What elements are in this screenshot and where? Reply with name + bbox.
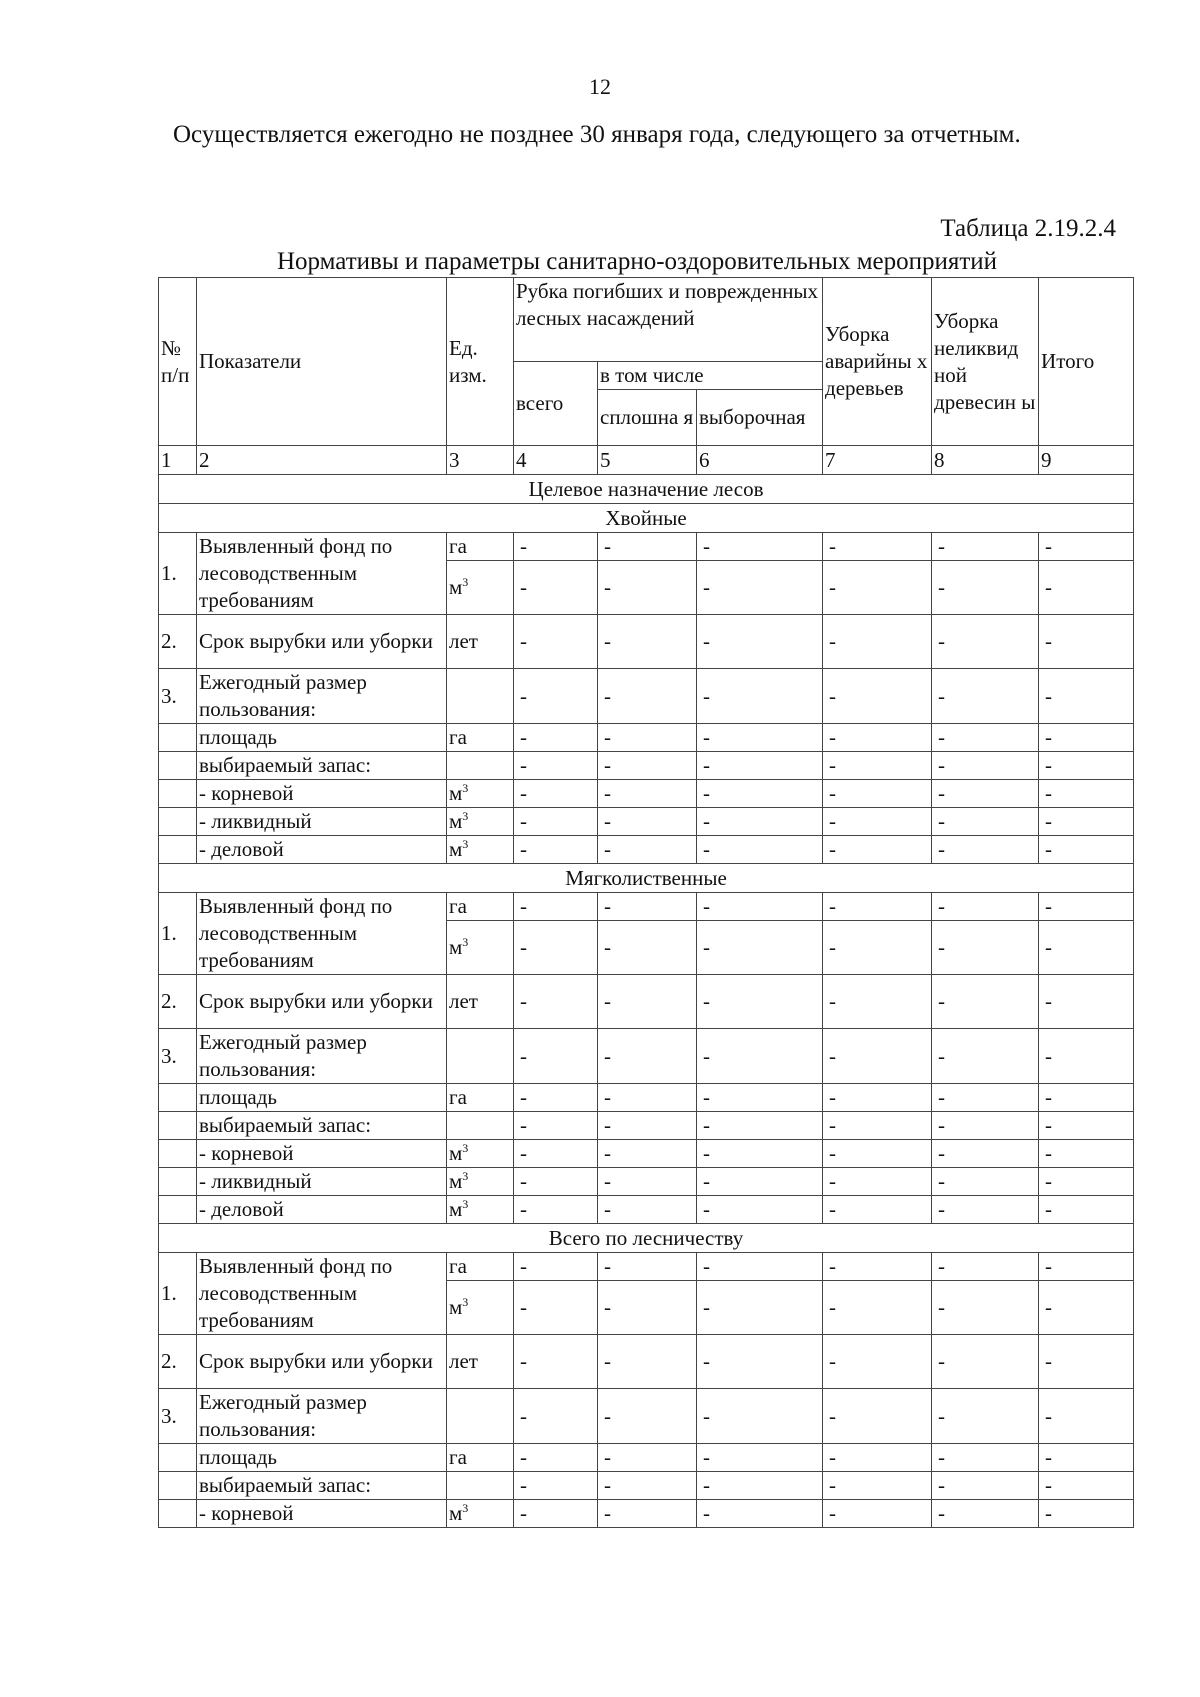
value-cell: - — [1039, 1168, 1134, 1196]
value-cell: - — [932, 1168, 1039, 1196]
value-cell: - — [697, 1335, 823, 1389]
value-cell: - — [932, 836, 1039, 864]
unit-cell — [447, 893, 514, 921]
intro-paragraph: Осуществляется ежегодно не позднее 30 января года, следующего за отчетным. — [173, 121, 1021, 148]
unit-cell — [447, 1389, 514, 1444]
value-cell: - — [514, 780, 598, 808]
unit-cell — [447, 615, 514, 669]
column-number: 8 — [932, 446, 1039, 475]
row-label: Ежегодный размер пользования: — [197, 669, 447, 724]
value-cell: - — [932, 808, 1039, 836]
value-cell: - — [1039, 1281, 1134, 1335]
unit-text: м — [449, 575, 463, 599]
unit-cell — [447, 1196, 514, 1224]
unit-text: га — [449, 534, 467, 558]
page-number: 12 — [589, 74, 611, 99]
unit-superscript: 3 — [462, 837, 469, 851]
value-cell: - — [514, 836, 598, 864]
row-number — [159, 1196, 197, 1224]
value-cell: - — [598, 1112, 697, 1140]
value-cell: - — [697, 1196, 823, 1224]
unit-text: м — [449, 1197, 463, 1221]
value-cell: - — [932, 752, 1039, 780]
unit-text: лет — [449, 989, 478, 1013]
value-cell: - — [697, 1472, 823, 1500]
value-cell: - — [514, 724, 598, 752]
column-number: 7 — [823, 446, 932, 475]
header-total-sum: Итого — [1039, 278, 1134, 446]
table-title: Нормативы и параметры санитарно-оздоровительных мероприятий — [276, 248, 998, 275]
row-number — [159, 808, 197, 836]
unit-cell — [447, 752, 514, 780]
value-cell: - — [514, 808, 598, 836]
unit-cell — [447, 1444, 514, 1472]
value-cell: - — [697, 1253, 823, 1281]
unit-text: га — [449, 1254, 467, 1278]
header-clear: сплошна я — [598, 390, 697, 446]
norms-table — [158, 277, 1134, 1528]
row-number — [159, 1112, 197, 1140]
unit-text: га — [449, 725, 467, 749]
value-cell: - — [598, 893, 697, 921]
row-label: Выявленный фонд по лесоводственным требованиям — [197, 893, 447, 975]
unit-cell — [447, 1112, 514, 1140]
value-cell: - — [598, 1196, 697, 1224]
value-cell: - — [598, 752, 697, 780]
value-cell: - — [932, 1140, 1039, 1168]
value-cell: - — [697, 836, 823, 864]
value-cell: - — [514, 1029, 598, 1084]
value-cell: - — [697, 669, 823, 724]
column-number: 9 — [1039, 446, 1134, 475]
row-label: Срок вырубки или уборки — [197, 975, 447, 1029]
value-cell: - — [932, 1084, 1039, 1112]
value-cell: - — [598, 836, 697, 864]
section-heading: Всего по лесничеству — [159, 1224, 1134, 1253]
value-cell: - — [823, 1500, 932, 1528]
row-label: - деловой — [197, 1196, 447, 1224]
header-illiquid: Уборка неликвид ной древесин ы — [932, 278, 1039, 446]
header-num: № п/п — [159, 278, 197, 446]
row-number: 1. — [159, 1253, 197, 1335]
value-cell: - — [598, 808, 697, 836]
row-number: 3. — [159, 669, 197, 724]
row-number — [159, 1140, 197, 1168]
value-cell: - — [514, 1196, 598, 1224]
value-cell: - — [598, 1472, 697, 1500]
value-cell: - — [932, 1335, 1039, 1389]
value-cell: - — [823, 1196, 932, 1224]
row-number — [159, 1444, 197, 1472]
row-number: 1. — [159, 893, 197, 975]
unit-superscript: 3 — [462, 781, 469, 795]
value-cell: - — [823, 752, 932, 780]
row-label: Выявленный фонд по лесоводственным требованиям — [197, 1253, 447, 1335]
value-cell: - — [1039, 533, 1134, 561]
value-cell: - — [1039, 780, 1134, 808]
unit-superscript: 3 — [462, 1295, 469, 1309]
value-cell: - — [823, 1472, 932, 1500]
value-cell: - — [932, 780, 1039, 808]
unit-text: лет — [449, 1349, 478, 1373]
value-cell: - — [1039, 836, 1134, 864]
unit-text: м — [449, 1169, 463, 1193]
value-cell: - — [1039, 921, 1134, 975]
row-label: - корневой — [197, 1140, 447, 1168]
value-cell: - — [932, 533, 1039, 561]
row-number — [159, 836, 197, 864]
value-cell: - — [514, 1389, 598, 1444]
value-cell: - — [697, 1389, 823, 1444]
value-cell: - — [697, 1029, 823, 1084]
section-heading: Мягколиственные — [159, 864, 1134, 893]
value-cell: - — [598, 533, 697, 561]
unit-cell — [447, 724, 514, 752]
value-cell: - — [514, 893, 598, 921]
value-cell: - — [823, 1168, 932, 1196]
value-cell: - — [697, 561, 823, 615]
value-cell: - — [1039, 1500, 1134, 1528]
row-label: - деловой — [197, 836, 447, 864]
value-cell: - — [1039, 1444, 1134, 1472]
row-label: площадь — [197, 1084, 447, 1112]
value-cell: - — [598, 1444, 697, 1472]
value-cell: - — [932, 669, 1039, 724]
value-cell: - — [697, 780, 823, 808]
value-cell: - — [598, 669, 697, 724]
row-label: Ежегодный размер пользования: — [197, 1029, 447, 1084]
unit-text: га — [449, 1445, 467, 1469]
value-cell: - — [598, 1335, 697, 1389]
unit-cell — [447, 975, 514, 1029]
value-cell: - — [932, 1472, 1039, 1500]
unit-cell — [447, 921, 514, 975]
column-number: 3 — [447, 446, 514, 475]
unit-cell — [447, 1472, 514, 1500]
value-cell: - — [932, 1389, 1039, 1444]
value-cell: - — [823, 921, 932, 975]
value-cell: - — [1039, 724, 1134, 752]
unit-text: м — [449, 1295, 463, 1319]
value-cell: - — [1039, 1389, 1134, 1444]
row-label: Срок вырубки или уборки — [197, 615, 447, 669]
header-total: всего — [514, 362, 598, 446]
value-cell: - — [823, 1029, 932, 1084]
unit-superscript: 3 — [462, 1501, 469, 1515]
row-label: - корневой — [197, 1500, 447, 1528]
value-cell: - — [932, 615, 1039, 669]
value-cell: - — [1039, 1029, 1134, 1084]
value-cell: - — [932, 1112, 1039, 1140]
header-emergency: Уборка аварийны х деревьев — [823, 278, 932, 446]
section-heading: Хвойные — [159, 504, 1134, 533]
row-number — [159, 1472, 197, 1500]
value-cell: - — [514, 921, 598, 975]
value-cell: - — [823, 975, 932, 1029]
value-cell: - — [1039, 808, 1134, 836]
value-cell: - — [823, 808, 932, 836]
value-cell: - — [823, 561, 932, 615]
value-cell: - — [598, 615, 697, 669]
unit-text: га — [449, 894, 467, 918]
value-cell: - — [697, 808, 823, 836]
value-cell: - — [514, 752, 598, 780]
value-cell: - — [823, 1444, 932, 1472]
value-cell: - — [1039, 1253, 1134, 1281]
value-cell: - — [514, 1112, 598, 1140]
value-cell: - — [514, 1084, 598, 1112]
row-number — [159, 1084, 197, 1112]
value-cell: - — [697, 615, 823, 669]
row-label: Ежегодный размер пользования: — [197, 1389, 447, 1444]
unit-superscript: 3 — [462, 1197, 469, 1211]
value-cell: - — [1039, 975, 1134, 1029]
value-cell: - — [514, 1168, 598, 1196]
value-cell: - — [932, 1029, 1039, 1084]
value-cell: - — [598, 1084, 697, 1112]
value-cell: - — [932, 1281, 1039, 1335]
column-number: 1 — [159, 446, 197, 475]
purpose-heading: Целевое назначение лесов — [159, 475, 1134, 504]
row-label: - ликвидный — [197, 808, 447, 836]
row-label: площадь — [197, 1444, 447, 1472]
value-cell: - — [1039, 1084, 1134, 1112]
unit-cell — [447, 1084, 514, 1112]
value-cell: - — [932, 975, 1039, 1029]
unit-superscript: 3 — [462, 1141, 469, 1155]
row-number — [159, 1168, 197, 1196]
value-cell: - — [697, 1112, 823, 1140]
table-number: Таблица 2.19.2.4 — [940, 215, 1116, 242]
value-cell: - — [1039, 669, 1134, 724]
row-label: выбираемый запас: — [197, 752, 447, 780]
row-label: - корневой — [197, 780, 447, 808]
value-cell: - — [697, 921, 823, 975]
unit-cell — [447, 808, 514, 836]
unit-cell — [447, 1335, 514, 1389]
row-label: выбираемый запас: — [197, 1112, 447, 1140]
header-including: в том числе — [598, 362, 823, 390]
unit-text: м — [449, 781, 463, 805]
value-cell: - — [697, 752, 823, 780]
value-cell: - — [697, 1444, 823, 1472]
value-cell: - — [598, 1029, 697, 1084]
value-cell: - — [598, 1500, 697, 1528]
value-cell: - — [514, 1500, 598, 1528]
value-cell: - — [697, 1084, 823, 1112]
value-cell: - — [514, 1472, 598, 1500]
value-cell: - — [1039, 561, 1134, 615]
unit-cell — [447, 533, 514, 561]
value-cell: - — [598, 975, 697, 1029]
value-cell: - — [598, 1389, 697, 1444]
value-cell: - — [1039, 1196, 1134, 1224]
value-cell: - — [514, 561, 598, 615]
value-cell: - — [697, 893, 823, 921]
value-cell: - — [697, 1500, 823, 1528]
column-number: 4 — [514, 446, 598, 475]
value-cell: - — [932, 1444, 1039, 1472]
column-number: 5 — [598, 446, 697, 475]
value-cell: - — [823, 669, 932, 724]
value-cell: - — [823, 1389, 932, 1444]
header-unit: Ед. изм. — [447, 278, 514, 446]
value-cell: - — [598, 561, 697, 615]
row-label: площадь — [197, 724, 447, 752]
unit-cell — [447, 780, 514, 808]
unit-text: м — [449, 809, 463, 833]
unit-text: м — [449, 1501, 463, 1525]
value-cell: - — [823, 1253, 932, 1281]
row-label: Срок вырубки или уборки — [197, 1335, 447, 1389]
value-cell: - — [514, 669, 598, 724]
header-felling: Рубка погибших и поврежденных лесных насаждений — [514, 278, 823, 362]
unit-superscript: 3 — [462, 575, 469, 589]
value-cell: - — [697, 724, 823, 752]
value-cell: - — [1039, 752, 1134, 780]
unit-cell — [447, 836, 514, 864]
unit-cell — [447, 561, 514, 615]
value-cell: - — [514, 975, 598, 1029]
value-cell: - — [932, 1253, 1039, 1281]
unit-superscript: 3 — [462, 809, 469, 823]
column-number: 2 — [197, 446, 447, 475]
unit-cell — [447, 1168, 514, 1196]
value-cell: - — [697, 1140, 823, 1168]
value-cell: - — [823, 836, 932, 864]
value-cell: - — [823, 1084, 932, 1112]
unit-cell — [447, 1500, 514, 1528]
unit-text: лет — [449, 629, 478, 653]
row-number — [159, 780, 197, 808]
row-number: 3. — [159, 1029, 197, 1084]
value-cell: - — [1039, 893, 1134, 921]
value-cell: - — [514, 1444, 598, 1472]
unit-cell — [447, 1140, 514, 1168]
value-cell: - — [1039, 1472, 1134, 1500]
row-number: 2. — [159, 975, 197, 1029]
unit-cell — [447, 1253, 514, 1281]
row-number: 2. — [159, 615, 197, 669]
row-label: Выявленный фонд по лесоводственным требованиям — [197, 533, 447, 615]
value-cell: - — [823, 1335, 932, 1389]
value-cell: - — [823, 893, 932, 921]
unit-text: м — [449, 935, 463, 959]
value-cell: - — [697, 1168, 823, 1196]
value-cell: - — [823, 615, 932, 669]
value-cell: - — [598, 724, 697, 752]
row-number — [159, 724, 197, 752]
unit-cell — [447, 1281, 514, 1335]
value-cell: - — [823, 1112, 932, 1140]
value-cell: - — [932, 561, 1039, 615]
row-number — [159, 752, 197, 780]
value-cell: - — [1039, 615, 1134, 669]
value-cell: - — [1039, 1112, 1134, 1140]
value-cell: - — [932, 1196, 1039, 1224]
value-cell: - — [598, 1281, 697, 1335]
value-cell: - — [823, 724, 932, 752]
unit-cell — [447, 1029, 514, 1084]
value-cell: - — [514, 1140, 598, 1168]
value-cell: - — [598, 780, 697, 808]
value-cell: - — [598, 1168, 697, 1196]
row-label: - ликвидный — [197, 1168, 447, 1196]
value-cell: - — [823, 1140, 932, 1168]
header-indicator: Показатели — [197, 278, 447, 446]
unit-text: м — [449, 837, 463, 861]
header-selective: выборочная — [697, 390, 823, 446]
row-number: 2. — [159, 1335, 197, 1389]
row-label: выбираемый запас: — [197, 1472, 447, 1500]
value-cell: - — [697, 1281, 823, 1335]
column-number: 6 — [697, 446, 823, 475]
value-cell: - — [598, 1253, 697, 1281]
row-number: 1. — [159, 533, 197, 615]
unit-superscript: 3 — [462, 935, 469, 949]
unit-superscript: 3 — [462, 1169, 469, 1183]
value-cell: - — [932, 1500, 1039, 1528]
value-cell: - — [697, 975, 823, 1029]
value-cell: - — [697, 533, 823, 561]
value-cell: - — [932, 893, 1039, 921]
value-cell: - — [514, 615, 598, 669]
value-cell: - — [598, 921, 697, 975]
unit-cell — [447, 669, 514, 724]
value-cell: - — [823, 1281, 932, 1335]
value-cell: - — [823, 780, 932, 808]
value-cell: - — [598, 1140, 697, 1168]
value-cell: - — [514, 1335, 598, 1389]
value-cell: - — [932, 724, 1039, 752]
row-number — [159, 1500, 197, 1528]
value-cell: - — [1039, 1335, 1134, 1389]
value-cell: - — [1039, 1140, 1134, 1168]
value-cell: - — [514, 533, 598, 561]
value-cell: - — [514, 1281, 598, 1335]
value-cell: - — [514, 1253, 598, 1281]
unit-text: м — [449, 1141, 463, 1165]
unit-text: га — [449, 1085, 467, 1109]
value-cell: - — [823, 533, 932, 561]
row-number: 3. — [159, 1389, 197, 1444]
value-cell: - — [932, 921, 1039, 975]
